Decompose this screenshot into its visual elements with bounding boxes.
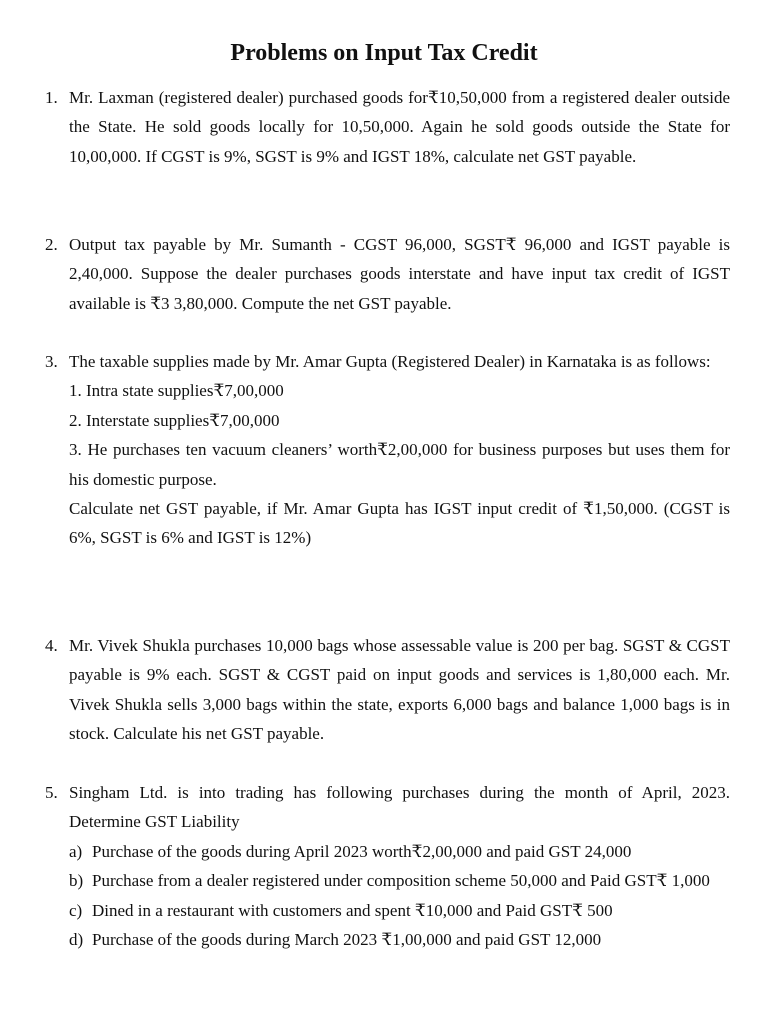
problem-text: Singham Ltd. is into trading has following purchases during the month of April, 2023. Determine GST Liability <box>69 783 730 832</box>
problem-line: 1. Intra state supplies₹7,00,000 <box>69 381 284 401</box>
problem-number: 3. <box>45 352 58 371</box>
sub-item-text: Purchase of the goods during March 2023 ₹1,00,000 and paid GST 12,000 <box>92 930 602 950</box>
problem-text: Mr. Vivek Shukla purchases 10,000 bags whose assessable value is 200 per bag. SGST & CGST payable is 9% each. SGST & CGST paid on input goods and services is 1,80,000 each. Mr. Vivek Shukla sells 3,000 bags within the state, exports 6,000 bags and balance 1,000 bags is in stock. Calculate his net GST payable. <box>69 636 730 744</box>
sub-item <box>0 866 768 895</box>
problem-line: Calculate net GST payable, if Mr. Amar Gupta has IGST input credit of ₹1,50,000. (CGST is 6%, SGST is 6% and IGST is 12%) <box>69 499 730 548</box>
sub-item-label: c) <box>69 900 83 920</box>
problem-text: The taxable supplies made by Mr. Amar Gupta (Registered Dealer) in Karnataka is as follows: <box>69 352 711 371</box>
sub-item-label: a) <box>69 841 83 861</box>
sub-item-label: d) <box>69 930 84 950</box>
sub-item-text: Dined in a restaurant with customers and spent ₹10,000 and Paid GST₹ 500 <box>92 900 613 920</box>
sub-item <box>0 837 768 866</box>
problem-line: 3. He purchases ten vacuum cleaners’ worth₹2,00,000 for business purposes but uses them for his domestic purpose. <box>69 440 730 489</box>
problem-line: 2. Interstate supplies₹7,00,000 <box>69 410 280 430</box>
problem-text: Output tax payable by Mr. Sumanth - CGST 96,000, SGST₹ 96,000 and IGST payable is 2,40,000. Suppose the dealer purchases goods interstate and have input tax credit of IGST available is ₹3 3,80,000. Compute the net GST payable. <box>69 235 730 313</box>
problem-1 <box>0 83 768 171</box>
problem-4 <box>0 631 768 749</box>
problem-3 <box>0 347 768 553</box>
problem-number: 4. <box>45 636 58 655</box>
sub-item-text: Purchase from a dealer registered under composition scheme 50,000 and Paid GST₹ 1,000 <box>92 871 710 891</box>
problem-5 <box>0 778 768 954</box>
problem-number: 2. <box>45 235 58 254</box>
problem-2 <box>0 230 768 318</box>
problem-number: 5. <box>45 783 58 802</box>
sub-item <box>0 925 768 954</box>
sub-item <box>0 896 768 925</box>
page-title: Problems on Input Tax Credit <box>230 40 538 66</box>
problem-text: Mr. Laxman (registered dealer) purchased goods for₹10,50,000 from a registered dealer outside the State. He sold goods locally for 10,50,000. Again he sold goods outside the State for 10,00,000. If CGST is 9%, SGST is 9% and IGST 18%, calculate net GST payable. <box>69 88 730 166</box>
problem-number: 1. <box>45 88 58 107</box>
sub-item-text: Purchase of the goods during April 2023 worth₹2,00,000 and paid GST 24,000 <box>92 841 632 861</box>
sub-item-label: b) <box>69 871 84 891</box>
